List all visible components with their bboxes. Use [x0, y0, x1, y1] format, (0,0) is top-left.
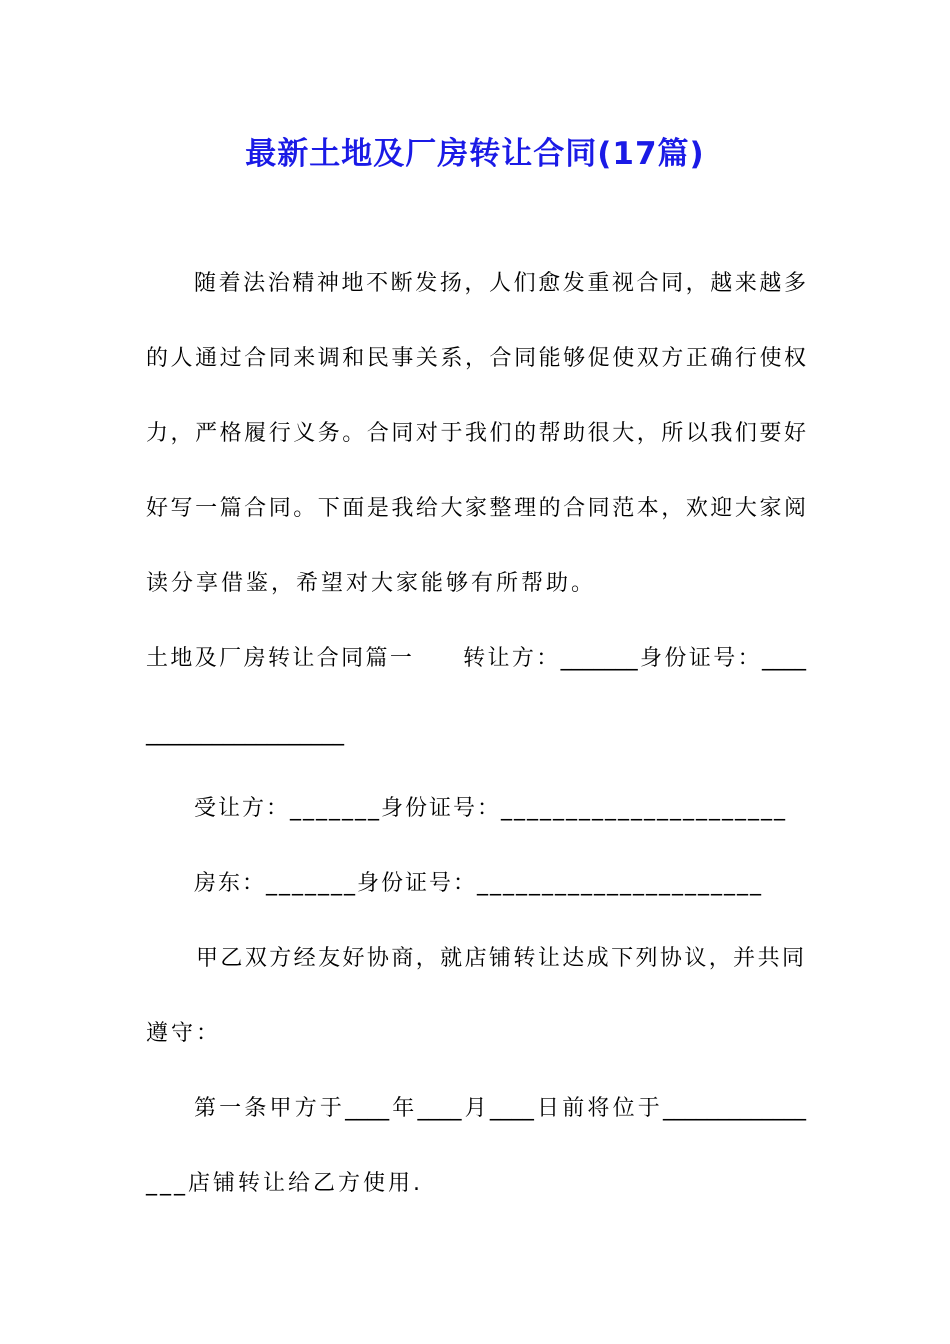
agreement-line-2: 遵守：	[146, 1021, 222, 1046]
article-1-line-2: ___店铺转让给乙方使用.	[146, 1171, 423, 1196]
transferee-line: 受让方：_______身份证号：______________________	[194, 796, 788, 821]
intro-line-1: 随着法治精神地不断发扬，人们愈发重视合同，越来越多	[194, 271, 806, 296]
intro-line-3: 力，严格履行义务。合同对于我们的帮助很大，所以我们要好	[146, 421, 806, 446]
section-heading-line: 土地及厂房转让合同篇一 转让方：_______身份证号：____	[146, 646, 806, 671]
article-1-line-1: 第一条甲方于____年____月____日前将位于_____________	[194, 1096, 806, 1121]
intro-line-5: 读分享借鉴，希望对大家能够有所帮助。	[146, 571, 597, 596]
id-number-continuation: __________________	[146, 721, 344, 746]
agreement-line-1: 甲乙双方经友好协商，就店铺转让达成下列协议，并共同	[196, 946, 804, 971]
intro-line-4: 好写一篇合同。下面是我给大家整理的合同范本，欢迎大家阅	[146, 496, 806, 521]
intro-line-2: 的人通过合同来调和民事关系，合同能够促使双方正确行使权	[146, 346, 806, 371]
landlord-line: 房东：_______身份证号：______________________	[194, 871, 764, 896]
document-title: 最新土地及厂房转让合同(17篇)	[245, 136, 705, 172]
